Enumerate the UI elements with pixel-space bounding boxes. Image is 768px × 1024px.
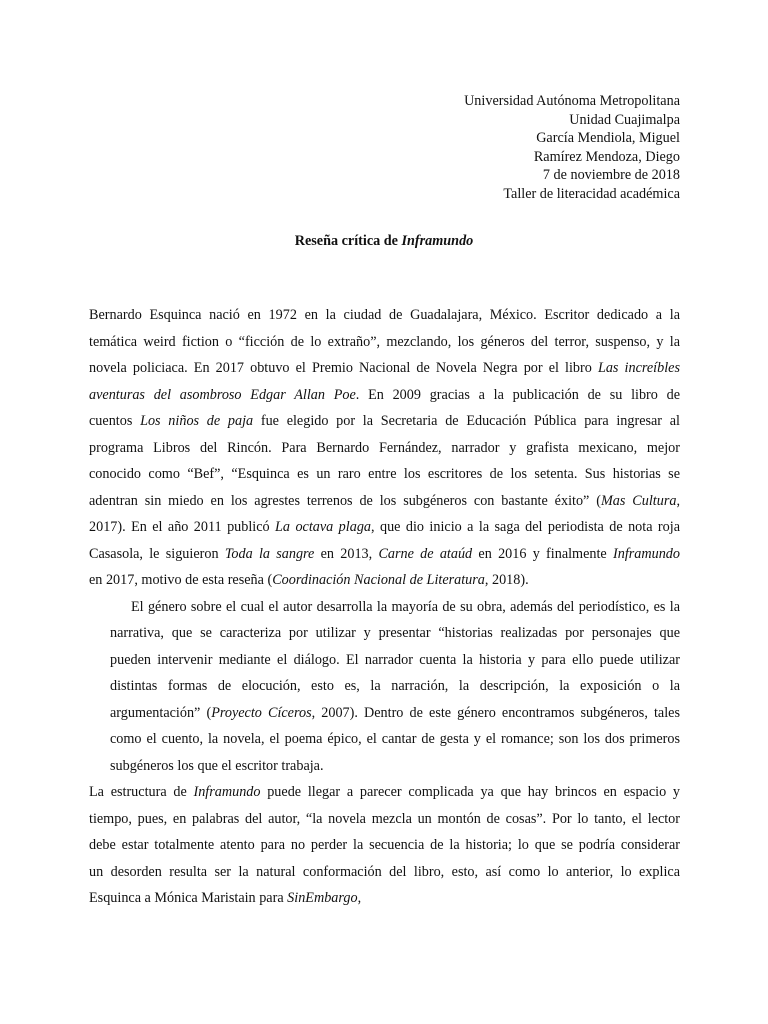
italic-run: Los niños de paja bbox=[140, 413, 254, 429]
title-book: Inframundo bbox=[401, 233, 474, 249]
text-run: distintas formas de elocución, esto es, la narración, la descripción, la exposición o la bbox=[110, 678, 680, 694]
text-line bbox=[89, 885, 680, 912]
text-run: debe estar totalmente atento para no perder la secuencia de la historia; lo que se podría considerar bbox=[89, 837, 680, 853]
text-line bbox=[89, 567, 680, 594]
italic-run: SinEmbargo bbox=[287, 890, 358, 906]
header-date: 7 de noviembre de 2018 bbox=[542, 167, 680, 184]
text-run: adentran sin miedo en los agrestes terrenos de los subgéneros con bastante éxito” ( bbox=[89, 492, 601, 509]
text-line bbox=[89, 302, 680, 329]
text-line bbox=[89, 806, 680, 833]
text-line bbox=[89, 753, 680, 780]
text-line bbox=[89, 620, 680, 647]
paragraph bbox=[89, 779, 680, 912]
text-line bbox=[89, 541, 680, 568]
text-run: , que dio inicio a la saga del periodista de nota roja bbox=[371, 519, 680, 535]
italic-run: Inframundo bbox=[193, 784, 261, 800]
text-run: Esquinca a Mónica Maristain para bbox=[89, 890, 288, 906]
text-line bbox=[89, 832, 680, 859]
text-run: tiempo, pues, en palabras del autor, “la novela mezcla un montón de cosas”. Por lo tanto, el lector bbox=[89, 810, 680, 827]
italic-run: La octava plaga bbox=[275, 519, 372, 535]
italic-run: Mas Cultura bbox=[600, 492, 677, 509]
text-line bbox=[89, 700, 680, 727]
text-run: puede llegar a parecer complicada ya que hay brincos en espacio y bbox=[260, 784, 680, 800]
italic-run: Las increíbles bbox=[597, 360, 680, 376]
header-author-1: García Mendiola, Miguel bbox=[536, 130, 680, 147]
text-line bbox=[89, 408, 680, 435]
title-prefix: Reseña crítica de bbox=[294, 233, 402, 249]
text-line bbox=[89, 435, 680, 462]
text-run: 2017). En el año 2011 publicó bbox=[89, 519, 276, 535]
document-title bbox=[0, 233, 768, 250]
italic-run: Coordinación Nacional de Literatura bbox=[272, 572, 485, 588]
text-run: fue elegido por la Secretaria de Educación Pública para ingresar al bbox=[253, 413, 680, 429]
text-run: novela policiaca. En 2017 obtuvo el Premio Nacional de Novela Negra por el libro bbox=[89, 360, 598, 376]
text-run: , bbox=[676, 492, 680, 509]
text-line bbox=[89, 647, 680, 674]
text-line bbox=[89, 488, 680, 515]
text-run: conocido como “Bef”, “Esquinca es un raro entre los escritores de los setenta. Sus historias se bbox=[89, 466, 680, 482]
text-line bbox=[89, 594, 680, 621]
text-run: , 2018). bbox=[484, 572, 529, 588]
text-run: en 2016 y finalmente bbox=[472, 545, 613, 562]
text-run: Casasola, le siguieron bbox=[89, 545, 225, 562]
text-line bbox=[89, 329, 680, 356]
text-run: programa Libros del Rincón. Para Bernardo Fernández, narrador y grafista mexicano, mejor bbox=[89, 439, 680, 456]
text-line bbox=[89, 514, 680, 541]
italic-run: Carne de ataúd bbox=[378, 545, 473, 562]
document-body bbox=[89, 302, 680, 912]
header-block bbox=[464, 92, 680, 204]
text-line bbox=[89, 382, 680, 409]
text-run: La estructura de bbox=[89, 784, 194, 800]
text-run: , 2007). Dentro de este género encontramos subgéneros, tales bbox=[311, 704, 680, 721]
italic-run: Inframundo bbox=[613, 545, 680, 562]
text-run: pueden intervenir mediante el diálogo. El narrador cuenta la historia y para ello puede utilizar bbox=[110, 651, 680, 668]
text-run: Bernardo Esquinca nació en 1972 en la ciudad de Guadalajara, México. Escritor dedicado a la bbox=[89, 307, 680, 323]
text-run: El género sobre el cual el autor desarrolla la mayoría de su obra, además del periodístico, es la bbox=[131, 598, 680, 615]
text-run: como el cuento, la novela, el poema épico, el cantar de gesta y el romance; son los dos primeros bbox=[110, 731, 680, 747]
paragraph bbox=[89, 302, 680, 594]
text-run: , bbox=[357, 890, 362, 906]
text-line bbox=[89, 726, 680, 753]
italic-run: aventuras del asombroso Edgar Allan Poe bbox=[89, 386, 356, 403]
header-university: Universidad Autónoma Metropolitana bbox=[464, 93, 680, 109]
header-course: Taller de literacidad académica bbox=[503, 185, 680, 202]
paragraph bbox=[89, 594, 680, 780]
text-line bbox=[89, 461, 680, 488]
italic-run: Toda la sangre bbox=[224, 545, 315, 562]
header-unit: Unidad Cuajimalpa bbox=[569, 111, 680, 128]
text-run: un desorden resulta ser la natural conformación del libro, esto, así como lo anterior, lo explica bbox=[89, 863, 680, 880]
text-run: en 2013, bbox=[314, 545, 379, 562]
header-author-2: Ramírez Mendoza, Diego bbox=[533, 148, 680, 165]
text-run: en 2017, motivo de esta reseña ( bbox=[89, 572, 273, 588]
italic-run: Proyecto Cíceros bbox=[211, 704, 312, 721]
text-line bbox=[89, 673, 680, 700]
text-line bbox=[89, 859, 680, 886]
text-run: narrativa, que se caracteriza por utilizar y presentar “historias realizadas por personajes que bbox=[110, 625, 680, 641]
text-run: argumentación” ( bbox=[110, 704, 212, 721]
text-run: temática weird fiction o “ficción de lo extraño”, mezclando, los géneros del terror, suspenso, y la bbox=[89, 333, 680, 350]
text-line bbox=[89, 779, 680, 806]
text-run: subgéneros los que el escritor trabaja. bbox=[110, 757, 324, 774]
text-run: . En 2009 gracias a la publicación de su libro de bbox=[355, 386, 680, 403]
text-run: cuentos bbox=[89, 413, 141, 429]
text-line bbox=[89, 355, 680, 382]
